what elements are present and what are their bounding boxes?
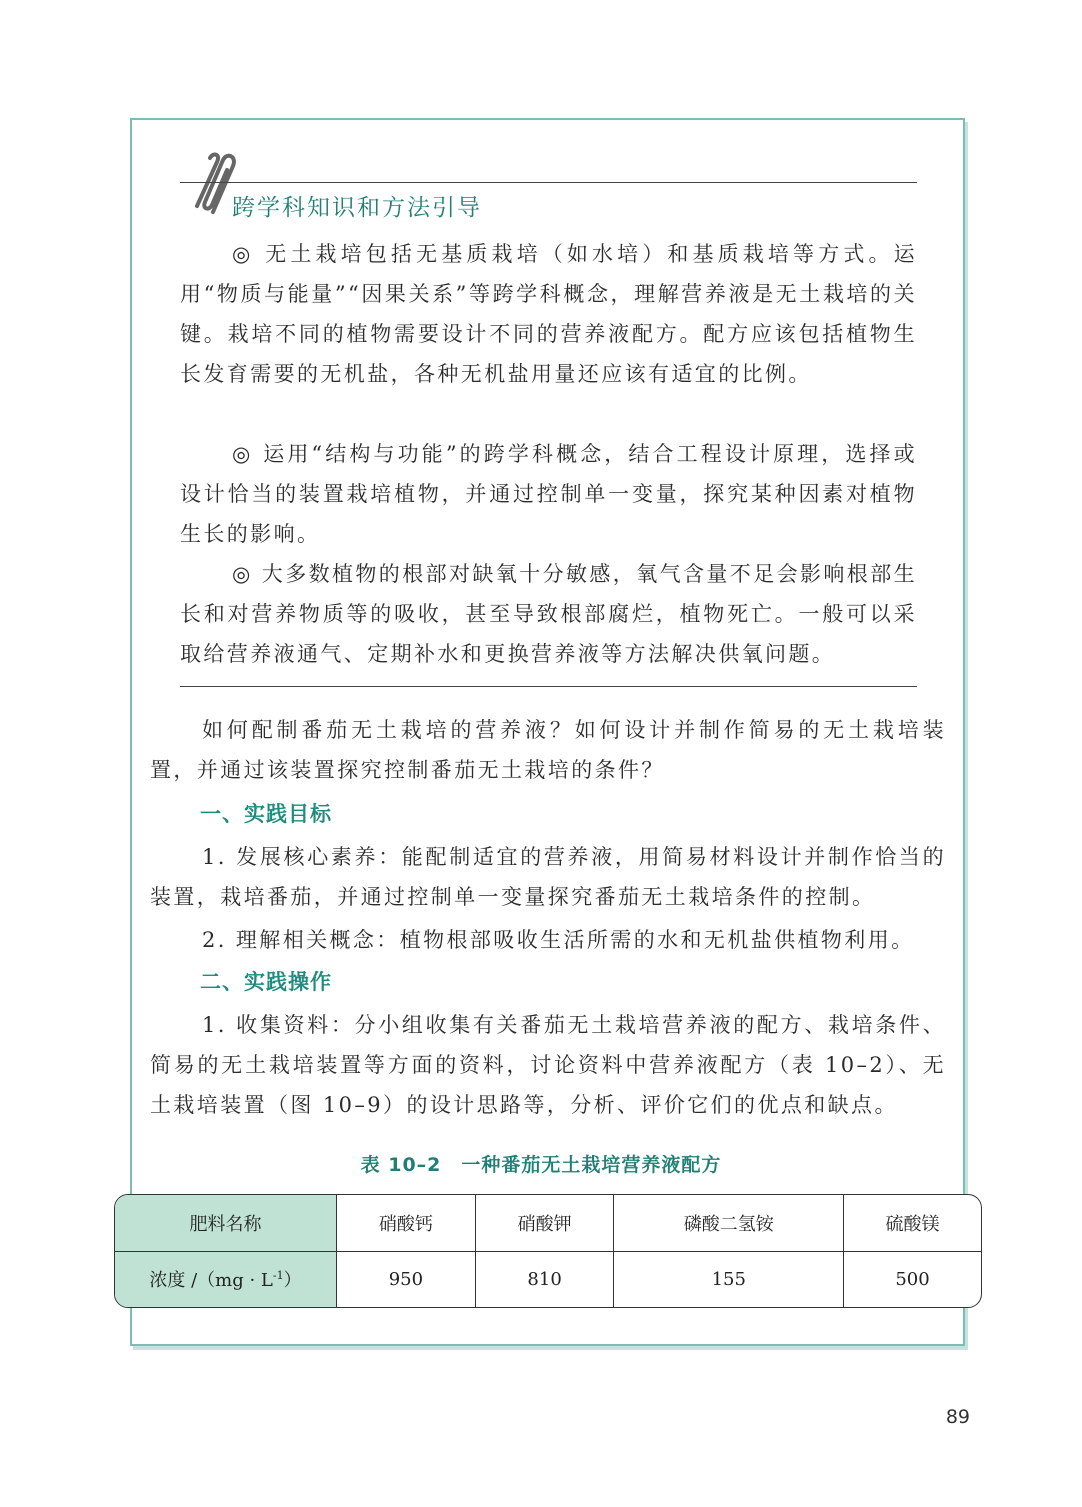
table-cell: 500 xyxy=(844,1251,981,1307)
table-column-header: 磷酸二氢铵 xyxy=(614,1195,844,1251)
box-paragraph-3: ◎ 大多数植物的根部对缺氧十分敏感，氧气含量不足会影响根部生长和对营养物质等的吸收，甚至导致根部腐烂，植物死亡。一般可以采取给营养液通气、定期补水和更换营养液等方法解决供氧问题。 xyxy=(180,562,917,666)
intro-paragraph: 如何配制番茄无土栽培的营养液？如何设计并制作简易的无土栽培装置，并通过该装置探究控制番茄无土栽培的条件？ xyxy=(150,718,946,782)
operation-item-1: 1. 收集资料：分小组收集有关番茄无土栽培营养液的配方、栽培条件、简易的无土栽培装置等方面的资料，讨论资料中营养液配方（表 10–2）、无土栽培装置（图 10–9）的设计思路等，分析、评价它们的优点和缺点。 xyxy=(150,1013,946,1117)
goal-item-2: 2. 理解相关概念：植物根部吸收生活所需的水和无机盐供植物利用。 xyxy=(202,928,915,952)
box-top-rule xyxy=(180,182,917,183)
box-title: 跨学科知识和方法引导 xyxy=(232,195,482,221)
table-caption: 表 10–2 一种番茄无土栽培营养液配方 xyxy=(360,1154,722,1176)
box-paragraph-1: ◎ 无土栽培包括无基质栽培（如水培）和基质栽培等方式。运用“物质与能量”“因果关系”等跨学科概念，理解营养液是无土栽培的关键。栽培不同的植物需要设计不同的营养液配方。配方应该包括植物生长发育需要的无机盐，各种无机盐用量还应该有适宜的比例。 xyxy=(180,242,917,386)
table-header-row xyxy=(115,1195,981,1251)
table-cell: 155 xyxy=(614,1251,844,1307)
table-column-header: 硫酸镁 xyxy=(844,1195,981,1251)
page-number: 89 xyxy=(945,1406,970,1428)
table-column-header: 硝酸钙 xyxy=(337,1195,476,1251)
box-paragraph-2: ◎ 运用“结构与功能”的跨学科概念，结合工程设计原理，选择或设计恰当的装置栽培植物，并通过控制单一变量，探究某种因素对植物生长的影响。 xyxy=(180,442,917,546)
table-header-label: 肥料名称 xyxy=(115,1195,337,1251)
table-cell: 810 xyxy=(475,1251,614,1307)
formula-table xyxy=(114,1194,982,1308)
box-bottom-rule xyxy=(180,686,917,687)
section-heading-operations: 二、实践操作 xyxy=(200,970,332,994)
table-row-label: 浓度 $/(mg \cdot L^{-1})$ xyxy=(115,1251,337,1307)
goal-item-1: 1. 发展核心素养：能配制适宜的营养液，用简易材料设计并制作恰当的装置，栽培番茄，并通过控制单一变量探究番茄无土栽培条件的控制。 xyxy=(150,845,946,909)
table-row xyxy=(115,1251,981,1307)
section-heading-goals: 一、实践目标 xyxy=(200,802,332,826)
table-column-header: 硝酸钾 xyxy=(475,1195,614,1251)
table-cell: 950 xyxy=(337,1251,476,1307)
